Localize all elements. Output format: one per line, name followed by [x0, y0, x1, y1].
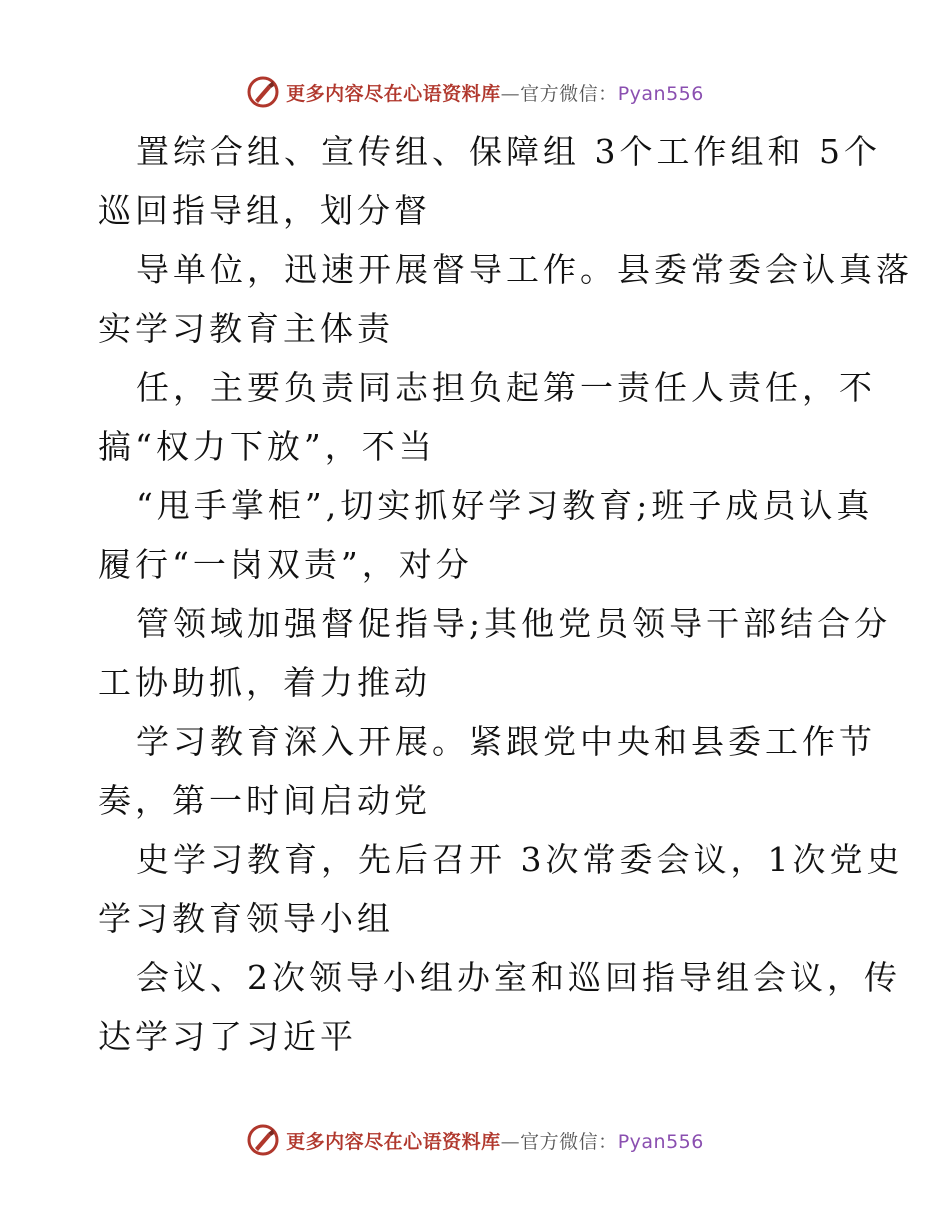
- body-text-line: 学习教育领导小组: [98, 899, 394, 938]
- watermark-wechat-id: Pyan556: [617, 1130, 704, 1153]
- header-watermark: [0, 72, 950, 112]
- body-text-line: 置综合组、宣传组、保障组 3个工作组和 5个: [136, 132, 881, 171]
- watermark-brand: 更多内容尽在心语资料库: [286, 82, 501, 105]
- body-text-line: 管领域加强督促指导;其他党员领导干部结合分: [136, 604, 892, 643]
- watermark-text: [286, 1127, 704, 1154]
- watermark-brand: 更多内容尽在心语资料库: [286, 1130, 501, 1153]
- body-text-line: “甩手掌柜”,切实抓好学习教育;班子成员认真: [136, 486, 874, 525]
- body-text-line: 工协助抓，着力推动: [98, 663, 431, 702]
- body-text-line: 奏，第一时间启动党: [98, 781, 431, 820]
- pen-logo-icon: [246, 1123, 280, 1157]
- body-text-line: 导单位，迅速开展督导工作。县委常委会认真落: [136, 250, 913, 289]
- watermark-official-label: 官方微信：: [520, 1130, 618, 1153]
- body-text-line: 实学习教育主体责: [98, 309, 394, 348]
- document-body: [98, 122, 913, 1066]
- body-text-line: 巡回指导组，划分督: [98, 191, 431, 230]
- body-text-line: 史学习教育，先后召开 3次常委会议，1次党史: [136, 840, 904, 879]
- watermark-text: [286, 79, 704, 106]
- watermark-separator: —: [500, 1130, 521, 1153]
- body-text-line: 达学习了习近平: [98, 1017, 357, 1056]
- pen-logo-icon: [246, 75, 280, 109]
- body-text-line: 学习教育深入开展。紧跟党中央和县委工作节: [136, 722, 876, 761]
- body-text-line: 搞“权力下放”，不当: [98, 427, 436, 466]
- body-text-line: 会议、2次领导小组办室和巡回指导组会议，传: [136, 958, 901, 997]
- watermark-separator: —: [500, 82, 521, 105]
- watermark-wechat-id: Pyan556: [617, 82, 704, 105]
- body-text-line: 任，主要负责同志担负起第一责任人责任，不: [136, 368, 876, 407]
- footer-watermark: [0, 1120, 950, 1160]
- watermark-official-label: 官方微信：: [520, 82, 618, 105]
- body-text-line: 履行“一岗双责”，对分: [98, 545, 473, 584]
